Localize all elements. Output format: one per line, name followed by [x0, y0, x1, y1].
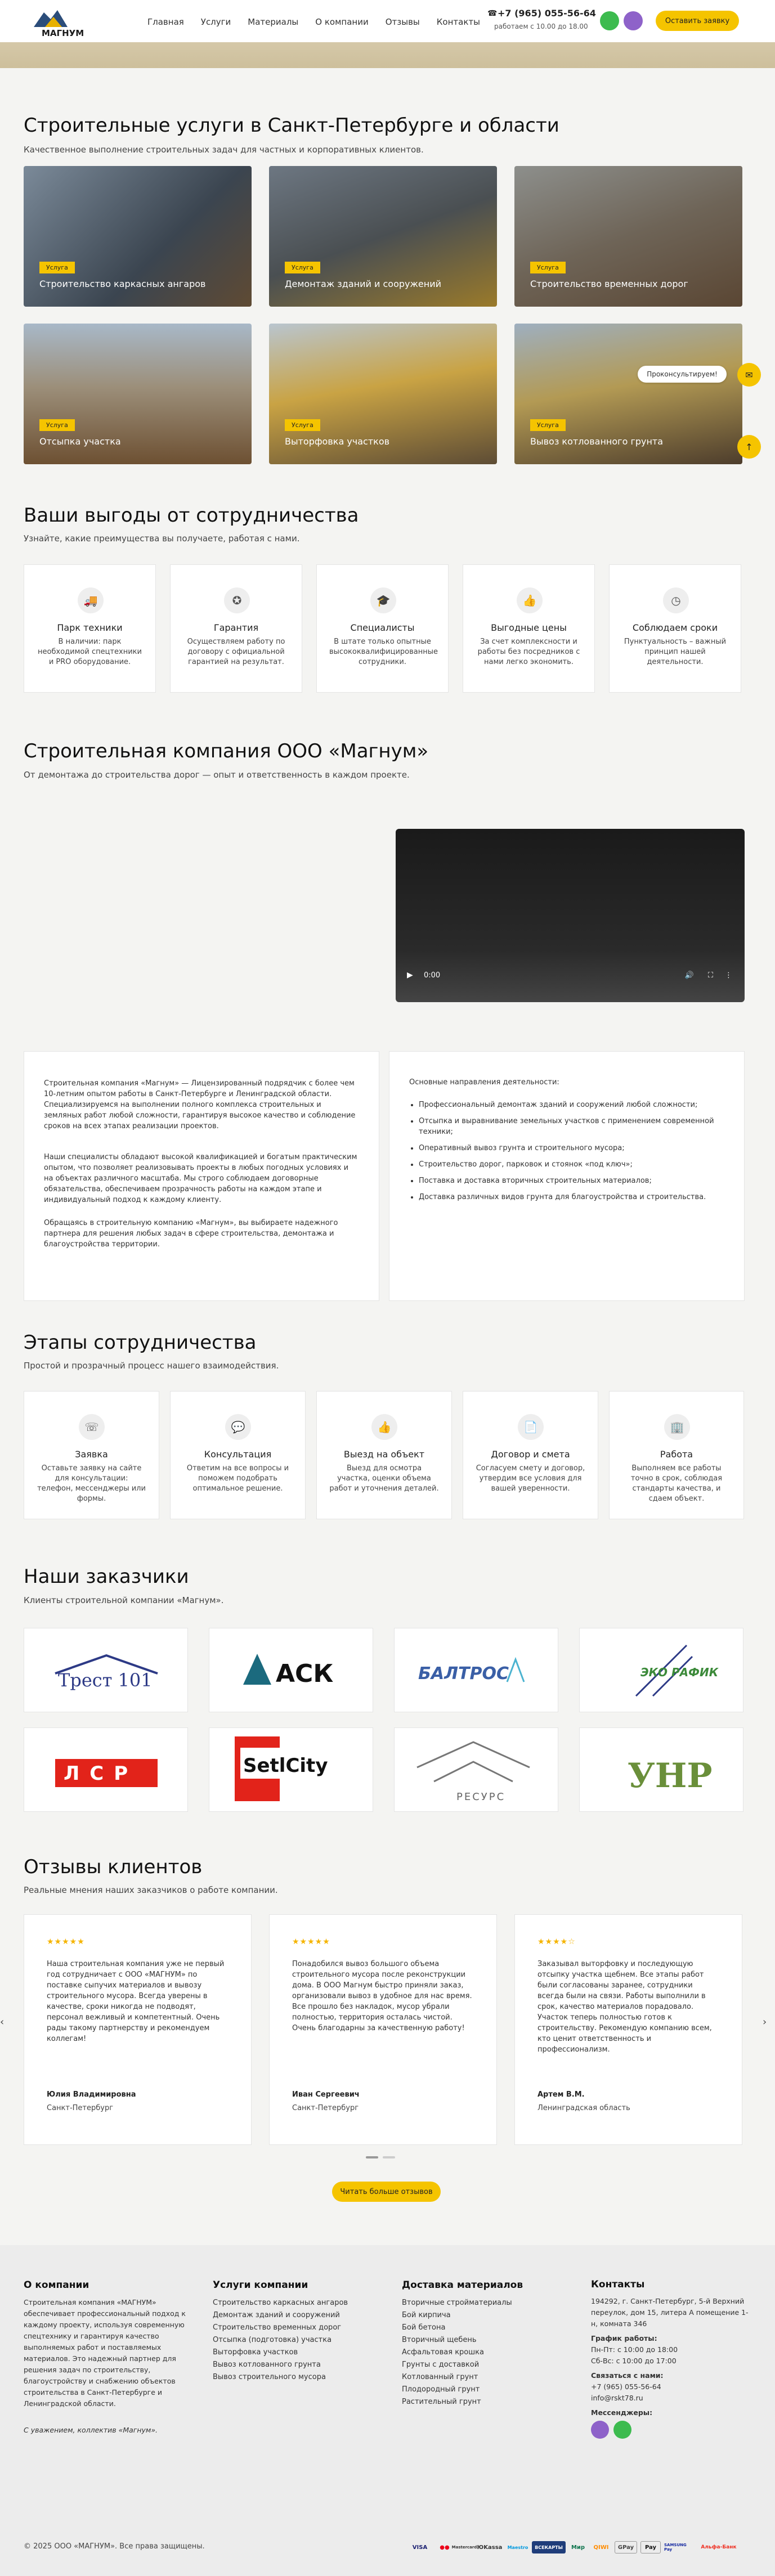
steps-title: Этапы сотрудничества: [24, 1331, 257, 1354]
footer-link[interactable]: Вывоз строительного мусора: [213, 2373, 326, 2381]
step-title: Выезд на объект: [343, 1449, 425, 1460]
review-card: [24, 1914, 252, 2145]
logo-text: МАГНУМ: [42, 28, 84, 38]
step-card: [316, 1391, 452, 1519]
benefit-desc: В наличии: парк необходимой спецтехники и PRO оборудование.: [38, 638, 142, 666]
benefit-desc: Пунктуальность – важный принцип нашей деятельности.: [624, 638, 727, 666]
footer-link[interactable]: Вторичный щебень: [402, 2336, 477, 2344]
footer-link[interactable]: Отсыпка (подготовка) участка: [213, 2336, 332, 2344]
building-icon: 🏢: [664, 1414, 690, 1440]
review-text: Наша строительная компания уже не первый год сотрудничает с ООО «МАГНУМ» по поставке сыпучих материалов и вывозу строительного мусора. Всегда уверены в качестве, сроки никогда не подводят, персонал вежливый и компетентный. Очень рады такому партнерству и рекомендуем коллегам!: [47, 1960, 225, 2043]
fullscreen-icon[interactable]: ⛶: [707, 971, 713, 980]
step-title: Консультация: [204, 1449, 272, 1460]
client-logo: [209, 1628, 373, 1712]
direction-item: • Отсыпка и выравнивание земельных участков с применением современной техники;: [419, 1116, 723, 1137]
award-icon: ✪: [224, 587, 250, 613]
footer-heading: О компании: [24, 2279, 89, 2291]
directions-title: Основные направления деятельности:: [409, 1078, 559, 1087]
service-tag: Услуга: [285, 419, 320, 431]
nav-contacts[interactable]: Контакты: [436, 17, 480, 27]
client-logo: [579, 1628, 743, 1712]
service-title: Выторфовка участков: [285, 436, 390, 447]
svg-text:РЕСУРС: РЕСУРС: [456, 1791, 506, 1803]
footer-phone[interactable]: +7 (965) 055-56-64: [591, 2382, 661, 2391]
service-tag: Услуга: [530, 419, 566, 431]
benefit-title: Парк техники: [57, 622, 123, 633]
footer-email[interactable]: info@rskt78.ru: [591, 2394, 643, 2402]
benefit-title: Выгодные цены: [491, 622, 567, 633]
footer-link[interactable]: Котлованный грунт: [402, 2373, 478, 2381]
step-card: [609, 1391, 744, 1519]
site-footer: [0, 2245, 775, 2576]
footer-link[interactable]: Выторфовка участков: [213, 2348, 298, 2357]
service-card[interactable]: [24, 324, 252, 464]
rating-stars: ★★★★★: [292, 1937, 330, 1946]
service-card[interactable]: [514, 166, 742, 307]
direction-item: • Профессиональный демонтаж зданий и сооружений любой сложности;: [419, 1099, 723, 1110]
benefit-card: [463, 564, 595, 693]
viber-icon[interactable]: [624, 11, 643, 30]
yookassa-icon: ЮKassa: [477, 2544, 503, 2551]
arrow-right-icon[interactable]: ›: [763, 2016, 767, 2028]
footer-link[interactable]: Грунты с доставкой: [402, 2360, 480, 2369]
thumbs-up-icon: 👍: [517, 587, 543, 613]
phone-icon: ☏: [79, 1414, 105, 1440]
svg-text:Трест 101: Трест 101: [58, 1670, 153, 1691]
footer-contact-title: Связаться с нами:: [591, 2371, 664, 2380]
reviews-title: Отзывы клиентов: [24, 1856, 203, 1878]
step-card: [463, 1391, 598, 1519]
scroll-up-icon[interactable]: ↑: [737, 435, 761, 459]
google-pay-icon: GPay: [615, 2541, 637, 2553]
benefit-card: [316, 564, 449, 693]
step-desc: Выезд для осмотра участка, оценки объема работ и уточнения деталей.: [329, 1464, 439, 1493]
footer-link[interactable]: Вторичные стройматериалы: [402, 2299, 512, 2307]
service-title: Демонтаж зданий и сооружений: [285, 279, 442, 289]
video-time: 0:00: [424, 971, 441, 980]
review-city: Ленинградская область: [537, 2104, 630, 2112]
service-tag: Услуга: [530, 262, 566, 273]
step-desc: Оставьте заявку на сайте для консультации: телефон, мессенджеры или формы.: [37, 1464, 146, 1503]
benefit-title: Гарантия: [213, 622, 259, 633]
review-author: Юлия Владимировна: [47, 2090, 136, 2099]
footer-link[interactable]: Вывоз котлованного грунта: [213, 2360, 321, 2369]
more-options-icon[interactable]: ⋮: [725, 971, 732, 980]
service-tag: Услуга: [39, 419, 75, 431]
company-video[interactable]: [396, 829, 745, 1002]
qiwi-icon: QIWI: [593, 2544, 609, 2551]
direction-item: • Поставка и доставка вторичных строительных материалов;: [419, 1175, 723, 1186]
review-text: Заказывал выторфовку и последующую отсыпку участка щебнем. Все этапы работ были согласованы заранее, сотрудники всегда были на связи. Работы выполнили в срок, качество материалов порадовало. Участок теперь полностью готов к строительству. Рекомендую компанию всем, кто ценит ответственность и профессионализм.: [537, 1960, 712, 2054]
footer-link[interactable]: Асфальтовая крошка: [402, 2348, 484, 2357]
clients-title: Наши заказчики: [24, 1565, 189, 1588]
play-icon[interactable]: ▶: [407, 971, 413, 980]
client-logo: [394, 1727, 558, 1812]
footer-contacts: [591, 2279, 749, 2439]
steps-subtitle: Простой и прозрачный процесс нашего взаимодействия.: [24, 1361, 279, 1371]
company-paragraph: Обращаясь в строительную компанию «Магнум», вы выбираете надежного партнера для решения любых задач в сфере строительства, демонтажа и благоустройства территории.: [44, 1219, 338, 1249]
whatsapp-icon[interactable]: [600, 11, 619, 30]
benefit-desc: За счет комплексности и работы без посредников с нами легко экономить.: [477, 638, 580, 666]
nav-services[interactable]: Услуги: [200, 17, 231, 27]
review-card: [514, 1914, 742, 2145]
footer-link[interactable]: Бой кирпича: [402, 2311, 451, 2319]
chat-icon[interactable]: ✉: [737, 363, 761, 387]
services-title: Строительные услуги в Санкт-Петербурге и области: [24, 114, 559, 137]
footer-services: [213, 2279, 382, 2384]
footer-heading: Контакты: [591, 2279, 645, 2290]
carousel-dot[interactable]: [383, 2156, 395, 2158]
company-paragraph: Наши специалисты обладают высокой квалификацией и богатым практическим опытом, что позволяет реализовывать проекты в любых погодных условиях и на объектах различного масштаба. Мы строго соблюдаем договорные обязательства, обеспечиваем прозрачность работы на каждом этапе и индивидуальный подход к каждому клиенту.: [44, 1153, 357, 1204]
service-card[interactable]: [269, 166, 497, 307]
header-hours: работаем с 10.00 до 18.00: [494, 23, 588, 30]
clients-subtitle: Клиенты строительной компании «Магнум».: [24, 1595, 224, 1605]
alfa-bank-icon: Альфа-Банк: [701, 2544, 737, 2550]
vsekarty-icon: ВСЕКАРТЫ: [532, 2541, 566, 2553]
step-title: Договор и смета: [491, 1449, 570, 1460]
step-desc: Ответим на все вопросы и поможем подобрать оптимальное решение.: [186, 1464, 289, 1493]
service-card[interactable]: [514, 324, 742, 464]
footer-link[interactable]: Строительство каркасных ангаров: [213, 2299, 348, 2307]
direction-item: • Доставка различных видов грунта для благоустройства и строительства.: [419, 1192, 723, 1202]
svg-text:SetlCity: SetlCity: [243, 1754, 328, 1777]
company-title: Строительная компания ООО «Магнум»: [24, 740, 429, 762]
client-logo: [394, 1628, 558, 1712]
step-card: [170, 1391, 306, 1519]
nav-home[interactable]: Главная: [147, 17, 184, 27]
service-card[interactable]: [269, 324, 497, 464]
service-tag: Услуга: [285, 262, 320, 273]
benefit-title: Соблюдаем сроки: [632, 622, 718, 633]
footer-address: 194292, г. Санкт-Петербург, 5-й Верхний переулок, дом 15, литера А помещение 1-н, комната 346: [591, 2297, 749, 2328]
mastercard-icon: ●●: [440, 2544, 450, 2551]
hero-strip: [0, 42, 775, 68]
main-nav: [147, 17, 480, 27]
visa-icon: VISA: [412, 2544, 428, 2551]
service-title: Отсыпка участка: [39, 436, 121, 447]
review-card: [269, 1914, 497, 2145]
header-phone[interactable]: +7 (965) 055-56-64: [498, 8, 596, 19]
benefit-card: [170, 564, 302, 693]
footer-about-text: Строительная компания «МАГНУМ» обеспечивает профессиональный подход к каждому проекту, используя современную спецтехнику и гарантируя качество выполняемых работ и поставляемых материалов. Это надежный партнер для решения задач по строительству, благоустройству и снабжению объектов строительства в Санкт-Петербурге и Ленинградской области.: [24, 2298, 186, 2408]
benefit-title: Специалисты: [350, 622, 415, 633]
footer-about-sign: С уважением, коллектив «Магнум».: [24, 2426, 158, 2434]
benefit-card: [609, 564, 741, 693]
svg-text:АСК: АСК: [276, 1659, 334, 1688]
footer-link[interactable]: Бой бетона: [402, 2323, 446, 2332]
step-title: Работа: [660, 1449, 693, 1460]
direction-item: • Строительство дорог, парковок и стоянок «под ключ»;: [419, 1159, 723, 1170]
thumbs-up-icon: 👍: [371, 1414, 397, 1440]
footer-schedule: Сб-Вс: с 10:00 до 17:00: [591, 2357, 677, 2365]
company-logo[interactable]: [28, 5, 101, 39]
viber-icon[interactable]: [591, 2421, 609, 2439]
svg-text:ЭКО РАФИК: ЭКО РАФИК: [640, 1666, 719, 1679]
clock-icon: ◷: [663, 587, 689, 613]
footer-heading: Услуги компании: [213, 2279, 308, 2291]
maestro-icon: Maestro: [507, 2544, 528, 2550]
step-desc: Выполняем все работы точно в срок, соблюдая стандарты качества, и сдаем объект.: [630, 1464, 723, 1503]
step-card: [24, 1391, 159, 1519]
svg-text:ЛСР: ЛСР: [64, 1762, 138, 1785]
review-author: Артем В.М.: [537, 2090, 585, 2099]
consult-tooltip[interactable]: Проконсультируем!: [638, 366, 727, 383]
service-title: Строительство каркасных ангаров: [39, 279, 206, 289]
service-tag: Услуга: [39, 262, 75, 273]
review-city: Санкт-Петербург: [292, 2104, 359, 2112]
copyright: © 2025 ООО «МАГНУМ». Все права защищены.: [24, 2542, 205, 2551]
benefit-desc: В штате только опытные высококвалифицированные сотрудники.: [329, 638, 438, 666]
review-author: Иван Сергеевич: [292, 2090, 360, 2099]
document-icon: 📄: [518, 1414, 544, 1440]
svg-text:УНР: УНР: [628, 1756, 713, 1796]
service-card[interactable]: [24, 166, 252, 307]
apple-pay-icon: Pay: [640, 2541, 661, 2553]
footer-link[interactable]: Строительство временных дорог: [213, 2323, 342, 2332]
nav-reviews[interactable]: Отзывы: [385, 17, 420, 27]
header-cta-button[interactable]: Оставить заявку: [656, 11, 739, 31]
review-city: Санкт-Петербург: [47, 2104, 114, 2112]
mir-icon: Мир: [571, 2544, 585, 2551]
chat-icon: 💬: [225, 1414, 251, 1440]
rating-stars: ★★★★★: [47, 1937, 85, 1946]
volume-icon[interactable]: 🔊: [684, 971, 694, 980]
nav-materials[interactable]: Материалы: [248, 17, 299, 27]
service-title: Строительство временных дорог: [530, 279, 688, 289]
footer-link[interactable]: Растительный грунт: [402, 2398, 481, 2406]
nav-about[interactable]: О компании: [315, 17, 369, 27]
footer-schedule: Пн-Пт: с 10:00 до 18:00: [591, 2345, 678, 2354]
footer-link[interactable]: Плодородный грунт: [402, 2385, 480, 2394]
footer-about: [24, 2279, 192, 2436]
svg-text:БАЛТРОС: БАЛТРОС: [418, 1664, 509, 1684]
carousel-dot[interactable]: [366, 2156, 378, 2158]
footer-heading: Доставка материалов: [402, 2279, 523, 2291]
samsung-pay-icon: SAMSUNG Pay: [664, 2543, 687, 2552]
company-paragraph: Строительная компания «Магнум» — Лицензированный подрядчик с более чем 10-летним опытом работы в Санкт-Петербурге и Ленинградской области. Специализируемся на выполнении полного комплекса строительных и земляных работ любой сложности, гарантируя высокое качество и соблюдение сроков на всех этапах реализации проектов.: [44, 1079, 356, 1130]
footer-materials: [402, 2279, 571, 2408]
review-text: Понадобился вывоз большого объема строительного мусора после реконструкции дома. В ООО Магнум быстро приняли заказ, организовали вывоз в удобное для нас время. Все прошло без накладок, мусор убрали полностью, территория осталась чистой. Очень благодарны за качественную работу!: [292, 1960, 472, 2032]
client-logo: [24, 1727, 188, 1812]
reviews-subtitle: Реальные мнения наших заказчиков о работе компании.: [24, 1885, 278, 1895]
client-logo: [24, 1628, 188, 1712]
footer-schedule-title: График работы:: [591, 2334, 657, 2342]
step-desc: Согласуем смету и договор, утвердим все условия для вашей уверенности.: [476, 1464, 585, 1493]
rating-stars: ★★★★☆: [537, 1937, 576, 1946]
graduation-cap-icon: 🎓: [370, 587, 396, 613]
company-subtitle: От демонтажа до строительства дорог — опыт и ответственность в каждом проекте.: [24, 770, 410, 780]
footer-link[interactable]: Демонтаж зданий и сооружений: [213, 2311, 340, 2319]
benefits-title: Ваши выгоды от сотрудничества: [24, 504, 359, 527]
arrow-left-icon[interactable]: ‹: [0, 2016, 5, 2028]
company-about-panel: [24, 1051, 379, 1301]
client-logo: [209, 1727, 373, 1812]
benefit-card: [24, 564, 156, 693]
mastercard-text-icon: Mastercard: [451, 2545, 477, 2550]
truck-icon: 🚚: [78, 587, 104, 613]
services-subtitle: Качественное выполнение строительных задач для частных и корпоративных клиентов.: [24, 145, 424, 155]
footer-messengers-title: Мессенджеры:: [591, 2408, 653, 2417]
service-title: Вывоз котлованного грунта: [530, 436, 664, 447]
company-directions-panel: [389, 1051, 745, 1301]
phone-icon: ☎: [487, 9, 498, 18]
whatsapp-icon[interactable]: [613, 2421, 631, 2439]
client-logo: [579, 1727, 743, 1812]
benefit-desc: Осуществляем работу по договору с официальной гарантией на результат.: [187, 638, 285, 666]
benefits-subtitle: Узнайте, какие преимущества вы получаете, работая с нами.: [24, 533, 300, 544]
direction-item: • Оперативный вывоз грунта и строительного мусора;: [419, 1143, 723, 1154]
more-reviews-button[interactable]: Читать больше отзывов: [332, 2182, 441, 2202]
step-title: Заявка: [75, 1449, 108, 1460]
